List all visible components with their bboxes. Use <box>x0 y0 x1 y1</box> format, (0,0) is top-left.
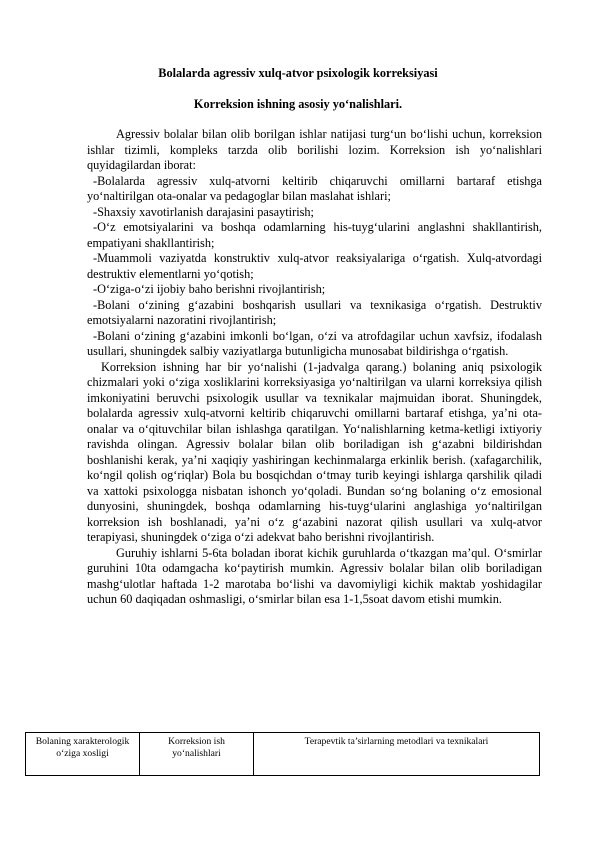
document-title: Bolalarda agressiv xulq-atvor psixologik korreksiyasi <box>158 66 438 80</box>
table-header-cell: Bolaning xarakterologik o‘ziga xosligi <box>26 733 140 776</box>
document-body <box>87 127 542 608</box>
list-item: -O‘z emotsiyalarini va boshqa odamlarning his-tuyg‘ularini anglashni shakllantirish, empatiyani shakllantirish; <box>87 220 542 250</box>
section-heading: Korreksion ishning asosiy yo‘nalishlari. <box>193 97 403 111</box>
paragraph-intro: Agressiv bolalar bilan olib borilgan ishlar natijasi turg‘un bo‘lishi uchun, korreksion ishlar tizimli, kompleks tarzda olib borilishi lozim. Korreksion ish yo‘nalishlari quyidagilardan iborat: <box>87 127 542 172</box>
table-header-cell: Korreksion ish yo‘nalishlari <box>140 733 254 776</box>
paragraph-groups: Guruhiy ishlarni 5-6ta boladan iborat kichik guruhlarda o‘tkazgan ma’qul. O‘smirlar guruhini 10ta odamgacha ko‘paytirish mumkin. Agressiv bolalar bilan olib boriladigan mashg‘ulotlar haftada 1-2 marotaba bo‘lishi va davomiyligi kichik maktab yoshidagilar uchun 60 daqiqadan oshmasligi, o‘smirlar bilan esa 1-1,5soat davom etishi mumkin. <box>87 545 542 606</box>
table-header-row <box>26 733 540 776</box>
list-item: -Bolani o‘zining g‘azabini imkonli bo‘lgan, o‘zi va atrofdagilar uchun xavfsiz, ifodalash usullari, shuningdek salbiy vaziyatlarga butunligicha munosabat bildirishga o‘rgatish. <box>87 328 542 358</box>
list-item: -Bolani o‘zining g‘azabini boshqarish usullari va texnikasiga o‘rgatish. Destruktiv emotsiyalarni nazoratini rivojlantirish; <box>87 297 542 327</box>
paragraph-main: Korreksion ishning har bir yo‘nalishi (1-jadvalga qarang.) bolaning aniq psixologik chizmalari yoki o‘ziga xosliklarini korreksiyasiga yo‘naltirilgan va ularni korreksiya qilish imkoniyatini beruvchi psixologik usullar va texnikalar majmuidan iborat. Shuningdek, bolalarda agressiv xulq-atvorni keltirib chiqaruvchi omillarni bartaraf etishga, ya’ni ota-onalar va o‘qituvchilar bilan ishlashga qaratilgan. Yo‘nalishlarning ketma-ketligi ixtiyoriy ravishda olingan. Agressiv bolalar bilan olib boriladigan ish g‘azabni bildirishdan boshlanishi kerak, ya’ni xaqiqiy yashiringan kechinmalarga erkinlik berish. (xafagarchilik, ko‘ngil qolish og‘riqlar) Bola bu bosqichdan o‘tmay turib keyingi ishlarga qarshilik qiladi va xattoki psixologga nisbatan ishonch yo‘qoladi. Bundan so‘ng bolaning o‘z emosional dunyosini, shuningdek, boshqa odamlarning his-tuyg‘ularini anglashiga yo‘naltirilgan korreksion ish boshlanadi, ya’ni o‘z g‘azabini nazorat qilish usullari va xulq-atvor terapiyasi, shuningdek o‘ziga o‘zi adekvat baho berishni rivojlantirish. <box>87 359 542 544</box>
list-item: -Shaxsiy xavotirlanish darajasini pasaytirish; <box>93 204 314 219</box>
list-item: -O‘ziga-o‘zi ijobiy baho berishni rivojlantirish; <box>93 282 326 296</box>
list-item: -Bolalarda agressiv xulq-atvorni keltirib chiqaruvchi omillarni bartaraf etishga yo‘naltirilgan ota-onalar va pedagoglar bilan maslahat ishlari; <box>87 173 542 203</box>
table-header-cell: Terapevtik ta’sirlarning metodlari va texnikalari <box>254 733 540 776</box>
correction-table <box>25 732 540 776</box>
list-item: -Muammoli vaziyatda konstruktiv xulq-atvor reaksiyalariga o‘rgatish. Xulq-atvordagi destruktiv elementlarni yo‘qotish; <box>87 251 542 281</box>
